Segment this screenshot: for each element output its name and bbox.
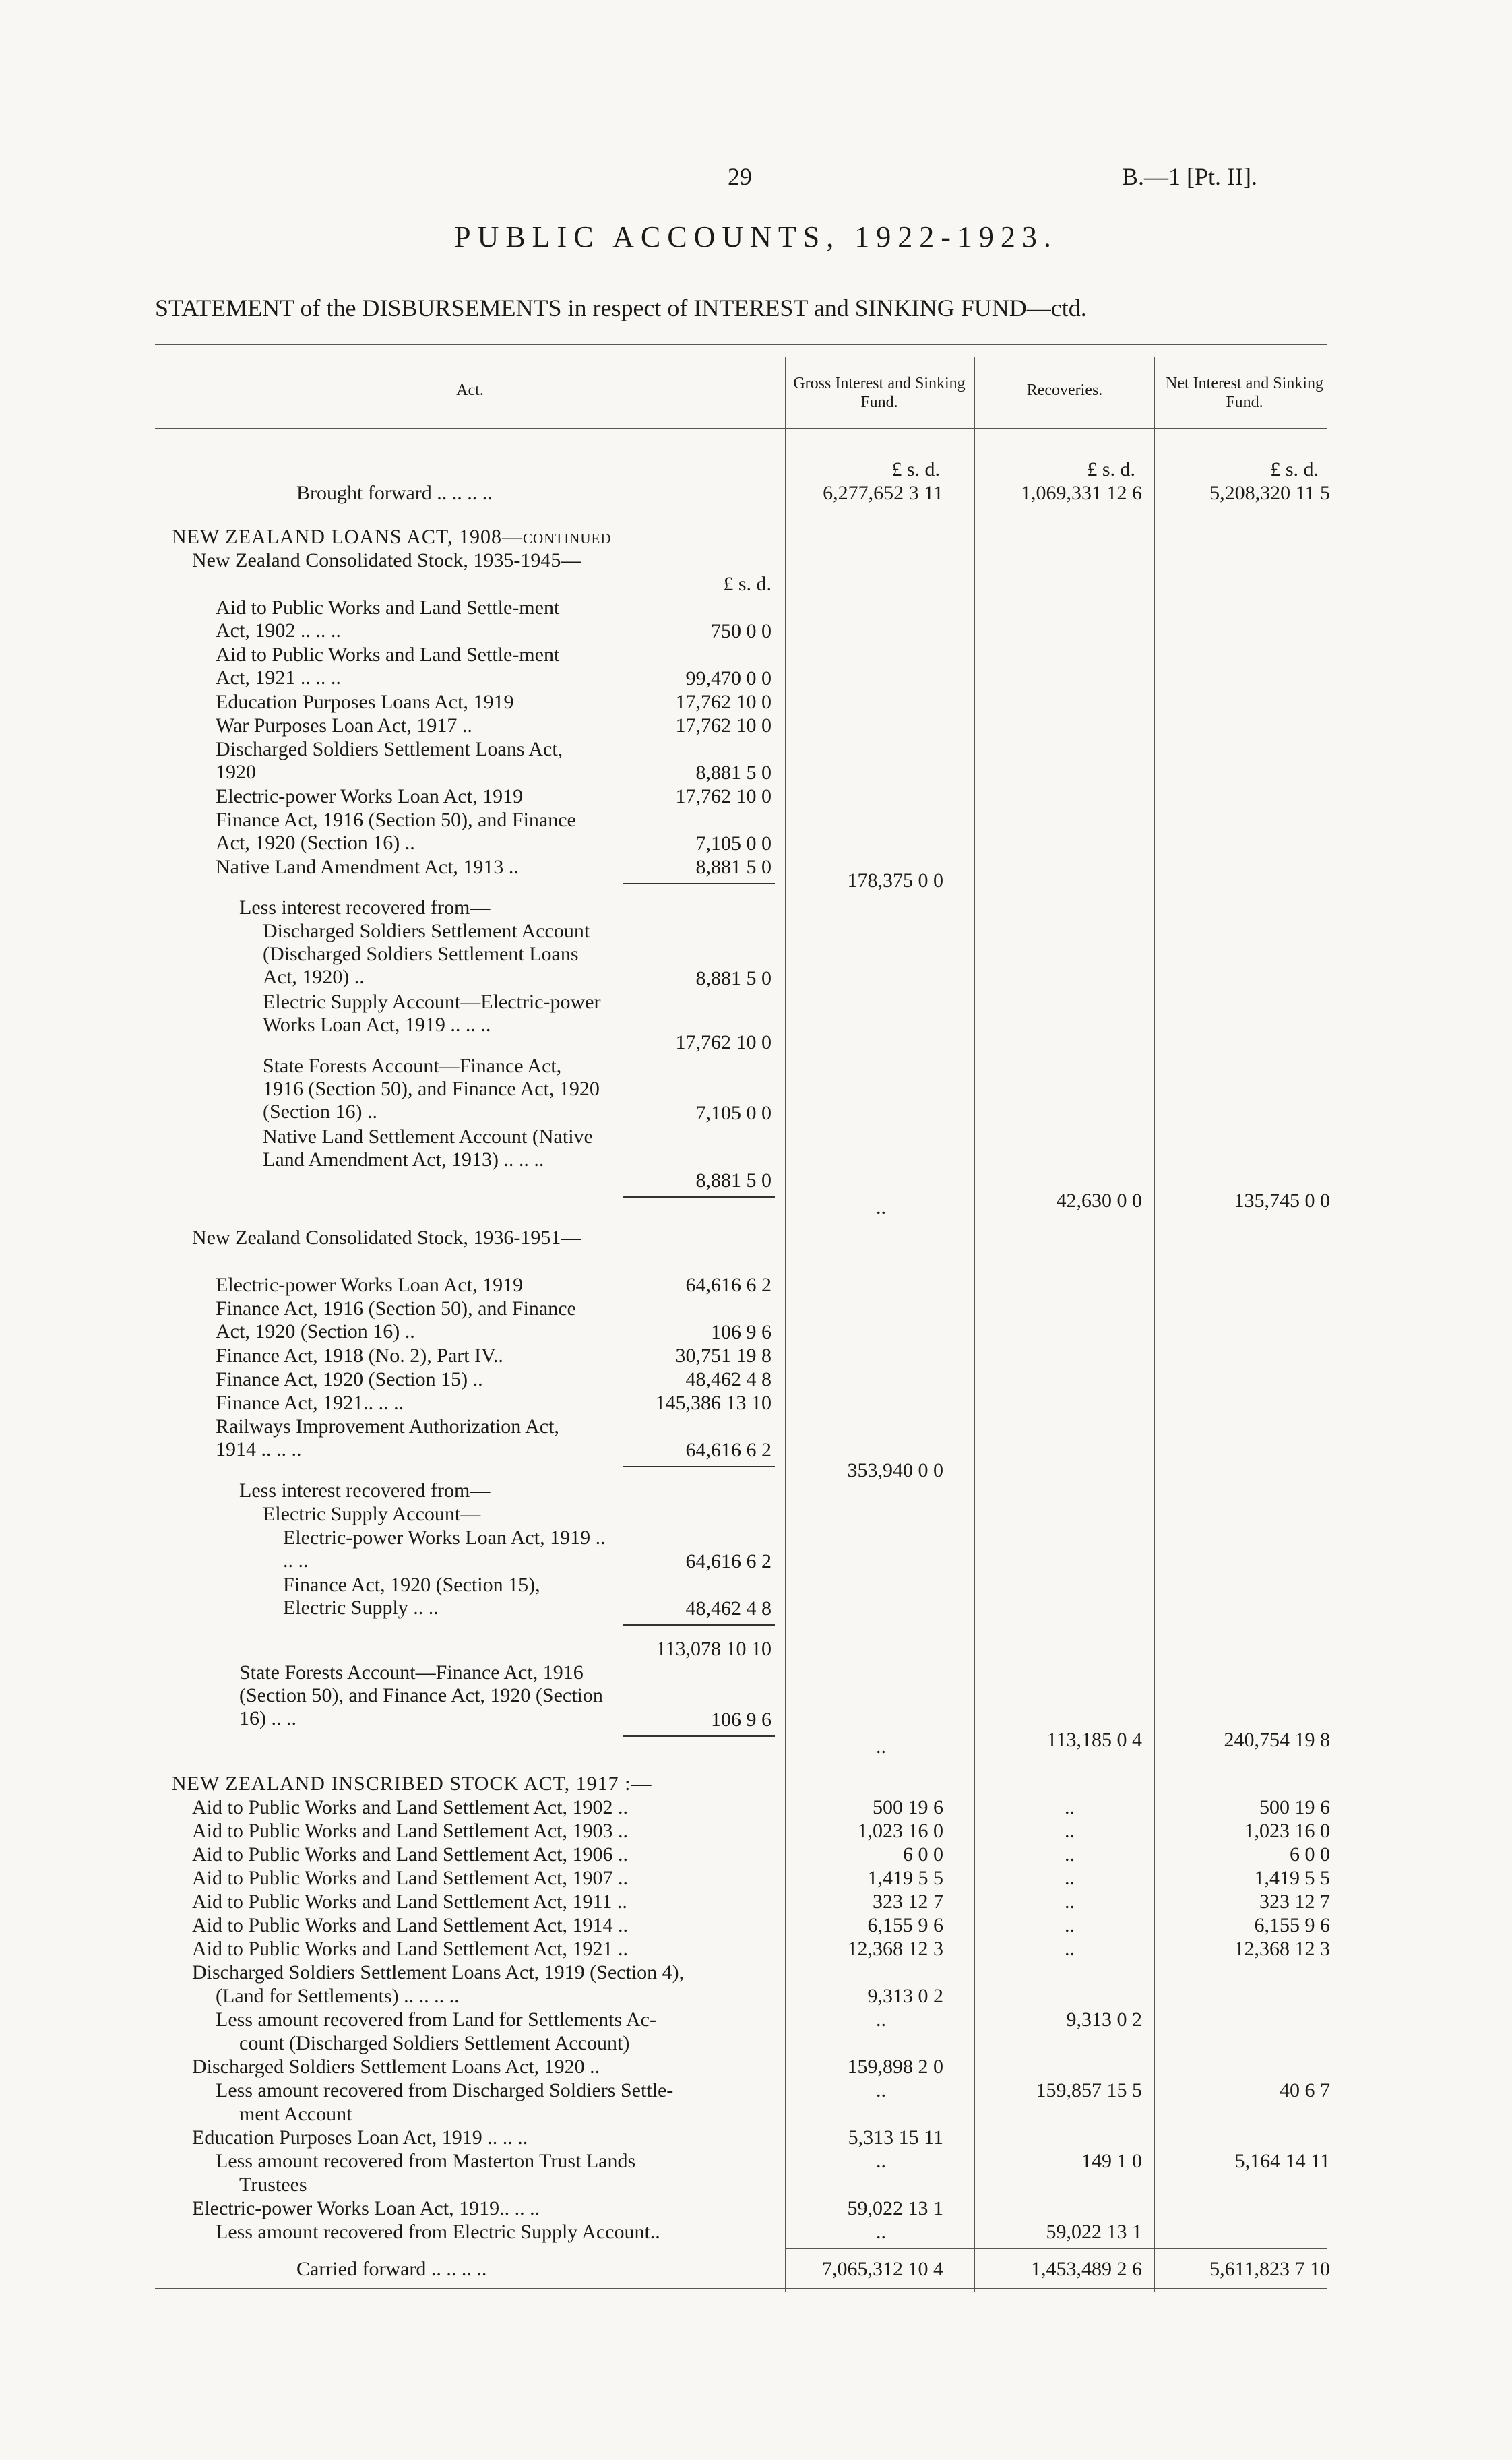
stock-1936-item-text: Finance Act, 1920 (Section 15) .. [216, 1368, 483, 1390]
electric-supply-account-label: Electric Supply Account— [263, 1503, 481, 1525]
stock-1935-item-amount: 17,762 10 0 [675, 714, 771, 737]
less-item-text: Electric Supply Account—Electric-power Works Loan Act, 1919 .. .. .. [263, 991, 601, 1036]
inscribed-row-gross: 12,368 12 3 [847, 1938, 943, 1960]
edu-rec: 149 1 0 [1081, 2150, 1142, 2172]
ds-1919-gross: 9,313 0 2 [867, 1985, 943, 2007]
less-item-text: Discharged Soldiers Settlement Account (Discharged Soldiers Settlement Loans Act, 1920) .. [263, 920, 590, 988]
stock-1936-item-amount: 30,751 19 8 [675, 1345, 771, 1367]
ds-1919-less-text: count (Discharged Soldiers Settlement Account) [239, 2032, 630, 2054]
edu-net: 5,164 14 11 [1234, 2150, 1330, 2172]
less-interest-label: Less interest recovered from— [239, 896, 491, 919]
carried-forward-gross: 7,065,312 10 4 [822, 2258, 943, 2280]
stock-1935-gross: 178,375 0 0 [847, 869, 943, 892]
inscribed-row-rec: .. [1065, 1796, 1075, 1818]
ds-1920-less-gross: .. [876, 2079, 886, 2101]
column-header-recoveries: Recoveries. [1026, 381, 1103, 399]
ds-1919-text: Discharged Soldiers Settlement Loans Act, 1919 (Section 4), [192, 1961, 685, 1984]
stock-1935-item-amount: 8,881 5 0 [695, 762, 771, 784]
ds-1919-less-text: Less amount recovered from Land for Settlements Ac- [216, 2008, 656, 2031]
ds-1920-gross: 159,898 2 0 [847, 2056, 943, 2078]
inscribed-row-net: 1,419 5 5 [1254, 1867, 1330, 1889]
less-item-amount: 64,616 6 2 [685, 1550, 771, 1572]
less-item-amount: 8,881 5 0 [695, 967, 771, 989]
inscribed-row-gross: 1,023 16 0 [857, 1820, 943, 1842]
inscribed-row-rec: .. [1065, 1890, 1075, 1913]
inscribed-row-rec: .. [1065, 1867, 1075, 1889]
less-item-text: State Forests Account—Finance Act, 1916 (Section 50), and Finance Act, 1920 (Section 16) .. [263, 1055, 600, 1123]
subtotal-rule [623, 1735, 775, 1737]
column-header-act: Act. [456, 381, 484, 399]
stock-1936-gross: 353,940 0 0 [847, 1459, 943, 1481]
inscribed-row-text: Aid to Public Works and Land Settlement Act, 1903 .. [192, 1820, 628, 1842]
inscribed-row-net: 1,023 16 0 [1244, 1820, 1330, 1842]
inscribed-row-text: Aid to Public Works and Land Settlement Act, 1921 .. [192, 1938, 628, 1960]
edu-text: Education Purposes Loan Act, 1919 .. .. .. [192, 2126, 528, 2149]
ds-1919-less-gross: .. [876, 2008, 886, 2031]
inscribed-row-rec: .. [1065, 1938, 1075, 1960]
inscribed-row-text: Aid to Public Works and Land Settlement Act, 1907 .. [192, 1867, 628, 1889]
stock-1935-item-text: Discharged Soldiers Settlement Loans Act, 1920 [216, 738, 563, 783]
inscribed-row-net: 12,368 12 3 [1234, 1938, 1330, 1960]
carried-forward-net: 5,611,823 7 10 [1209, 2258, 1330, 2280]
inscribed-row-gross: 6,155 9 6 [867, 1914, 943, 1936]
stock-1936-item-text: Railways Improvement Authorization Act, 1914 .. .. .. [216, 1415, 559, 1460]
less-item-text: Native Land Settlement Account (Native Land Amendment Act, 1913) .. .. .. [263, 1126, 593, 1171]
stock-1936-item-amount: 145,386 13 10 [655, 1392, 771, 1414]
ds-1920-less-text: ment Account [239, 2103, 352, 2125]
stock-1935-item-amount: 8,881 5 0 [695, 856, 771, 878]
inscribed-row-text: Aid to Public Works and Land Settlement Act, 1902 .. [192, 1796, 628, 1818]
units-net: £ s. d. [1270, 458, 1319, 481]
edu-less-text: Less amount recovered from Masterton Trust Lands [216, 2150, 636, 2172]
elec-less-gross: .. [876, 2221, 886, 2243]
state-forests-amount: 106 9 6 [711, 1709, 771, 1731]
inscribed-row-text: Aid to Public Works and Land Settlement Act, 1906 .. [192, 1843, 628, 1866]
stock-1935-units: £ s. d. [723, 573, 771, 595]
column-header-net: Net Interest and Sinking Fund. [1166, 375, 1323, 411]
stock-1935-gross-dots: .. [876, 1196, 886, 1219]
brought-forward-label: Brought forward .. .. .. .. [296, 482, 493, 504]
edu-less-text: Trustees [239, 2174, 307, 2196]
stock-1935-recoveries: 42,630 0 0 [1056, 1190, 1142, 1212]
inscribed-row-net: 323 12 7 [1259, 1890, 1330, 1913]
inscribed-row-rec: .. [1065, 1914, 1075, 1936]
statement-title: STATEMENT of the DISBURSEMENTS in respect of INTEREST and SINKING FUND—ctd. [155, 295, 1087, 321]
less-item-amount: 8,881 5 0 [695, 1169, 771, 1192]
stock-1935-item-text: Native Land Amendment Act, 1913 .. [216, 856, 519, 878]
stock-1935-label: New Zealand Consolidated Stock, 1935-1945— [192, 549, 581, 572]
less-item-amount: 48,462 4 8 [685, 1597, 771, 1620]
stock-1936-recoveries: 113,185 0 4 [1046, 1729, 1142, 1751]
stock-1936-subtotal: 113,078 10 10 [656, 1638, 771, 1660]
carried-forward-recoveries: 1,453,489 2 6 [1031, 2258, 1142, 2280]
brought-forward-gross: 6,277,652 3 11 [823, 482, 943, 504]
ds-1919-text: (Land for Settlements) .. .. .. .. [216, 1985, 460, 2007]
stock-1936-item-amount: 64,616 6 2 [685, 1274, 771, 1296]
page-number: 29 [728, 163, 752, 190]
stock-1935-item-text: Aid to Public Works and Land Settle-ment Act, 1902 .. .. .. [216, 596, 560, 642]
brought-forward-net: 5,208,320 11 5 [1209, 482, 1330, 504]
inscribed-row-gross: 1,419 5 5 [867, 1867, 943, 1889]
inscribed-row-text: Aid to Public Works and Land Settlement Act, 1914 .. [192, 1914, 628, 1936]
inscribed-row-rec: .. [1065, 1820, 1075, 1842]
stock-1935-item-amount: 7,105 0 0 [695, 832, 771, 855]
table-bottom-rule [155, 2288, 1327, 2289]
less-item-amount: 17,762 10 0 [675, 1031, 771, 1053]
stock-1935-item-text: Finance Act, 1916 (Section 50), and Finance Act, 1920 (Section 16) .. [216, 809, 576, 854]
ds-1920-rec: 159,857 15 5 [1036, 2079, 1142, 2101]
subtotal-rule [623, 883, 775, 884]
stock-1936-gross-dots: .. [876, 1735, 886, 1758]
page-title: PUBLIC ACCOUNTS, 1922-1923. [454, 220, 1058, 253]
stock-1935-item-text: War Purposes Loan Act, 1917 .. [216, 714, 472, 737]
elec-text: Electric-power Works Loan Act, 1919.. .. .. [192, 2197, 540, 2219]
stock-1935-item-text: Electric-power Works Loan Act, 1919 [216, 785, 524, 807]
units-recoveries: £ s. d. [1087, 458, 1135, 481]
stock-1935-item-amount: 99,470 0 0 [685, 667, 771, 689]
totals-rule [785, 2248, 1327, 2249]
subtotal-rule [623, 1624, 775, 1626]
edu-gross: 5,313 15 11 [848, 2126, 943, 2149]
page-reference: B.—1 [Pt. II]. [1122, 163, 1257, 190]
table-top-rule [155, 344, 1327, 345]
elec-gross: 59,022 13 1 [847, 2197, 943, 2219]
elec-less-text: Less amount recovered from Electric Supply Account.. [216, 2221, 660, 2243]
ds-1919-less-rec: 9,313 0 2 [1066, 2008, 1142, 2031]
stock-1936-item-amount: 64,616 6 2 [685, 1439, 771, 1461]
brought-forward-recoveries: 1,069,331 12 6 [1021, 482, 1142, 504]
stock-1936-item-amount: 48,462 4 8 [685, 1368, 771, 1390]
stock-1935-item-amount: 17,762 10 0 [675, 691, 771, 713]
stock-1936-label: New Zealand Consolidated Stock, 1936-1951— [192, 1227, 581, 1249]
edu-less-gross: .. [876, 2150, 886, 2172]
inscribed-row-gross: 500 19 6 [873, 1796, 943, 1818]
stock-1935-item-text: Education Purposes Loans Act, 1919 [216, 691, 514, 713]
inscribed-row-text: Aid to Public Works and Land Settlement Act, 1911 .. [192, 1890, 627, 1913]
ds-1920-text: Discharged Soldiers Settlement Loans Act, 1920 .. [192, 2056, 600, 2078]
stock-1936-item-text: Finance Act, 1918 (No. 2), Part IV.. [216, 1345, 503, 1367]
column-header-gross: Gross Interest and Sinking Fund. [793, 375, 966, 411]
inscribed-row-net: 6,155 9 6 [1254, 1914, 1330, 1936]
stock-1936-net: 240,754 19 8 [1224, 1729, 1330, 1751]
stock-1936-item-text: Finance Act, 1916 (Section 50), and Finance Act, 1920 (Section 16) .. [216, 1297, 576, 1343]
stock-1936-item-text: Electric-power Works Loan Act, 1919 [216, 1274, 524, 1296]
column-divider-3 [1154, 357, 1155, 2292]
state-forests-text: State Forests Account—Finance Act, 1916 (Section 50), and Finance Act, 1920 (Section 16) .. .. [239, 1661, 603, 1729]
stock-1936-item-amount: 106 9 6 [711, 1321, 771, 1343]
subtotal-rule [623, 1466, 775, 1467]
inscribed-row-gross: 323 12 7 [873, 1890, 943, 1913]
less-item-text: Finance Act, 1920 (Section 15), Electric Supply .. .. [283, 1574, 540, 1619]
stock-1935-item-amount: 17,762 10 0 [675, 785, 771, 807]
inscribed-stock-heading: NEW ZEALAND INSCRIBED STOCK ACT, 1917 :— [172, 1773, 652, 1795]
less-item-text: Electric-power Works Loan Act, 1919 .. .. .. [283, 1527, 606, 1572]
inscribed-row-gross: 6 0 0 [903, 1843, 943, 1866]
loans-act-heading: NEW ZEALAND LOANS ACT, 1908—continued [172, 526, 612, 548]
less-interest-label: Less interest recovered from— [239, 1479, 491, 1502]
subtotal-rule [623, 1196, 775, 1198]
less-item-amount: 7,105 0 0 [695, 1102, 771, 1124]
inscribed-row-rec: .. [1065, 1843, 1075, 1866]
elec-rec: 59,022 13 1 [1046, 2221, 1142, 2243]
column-divider-2 [974, 357, 975, 2292]
stock-1935-item-amount: 750 0 0 [711, 620, 771, 642]
carried-forward-label: Carried forward .. .. .. .. [296, 2258, 487, 2280]
stock-1935-item-text: Aid to Public Works and Land Settle-ment Act, 1921 .. .. .. [216, 644, 560, 689]
inscribed-row-net: 500 19 6 [1259, 1796, 1330, 1818]
ds-1920-net: 40 6 7 [1280, 2079, 1330, 2101]
ds-1920-less-text: Less amount recovered from Discharged Soldiers Settle- [216, 2079, 674, 2101]
stock-1935-net: 135,745 0 0 [1234, 1190, 1330, 1212]
inscribed-row-net: 6 0 0 [1290, 1843, 1330, 1866]
header-bottom-rule [155, 428, 1327, 429]
stock-1936-item-text: Finance Act, 1921.. .. .. [216, 1392, 404, 1414]
units-gross: £ s. d. [891, 458, 940, 481]
